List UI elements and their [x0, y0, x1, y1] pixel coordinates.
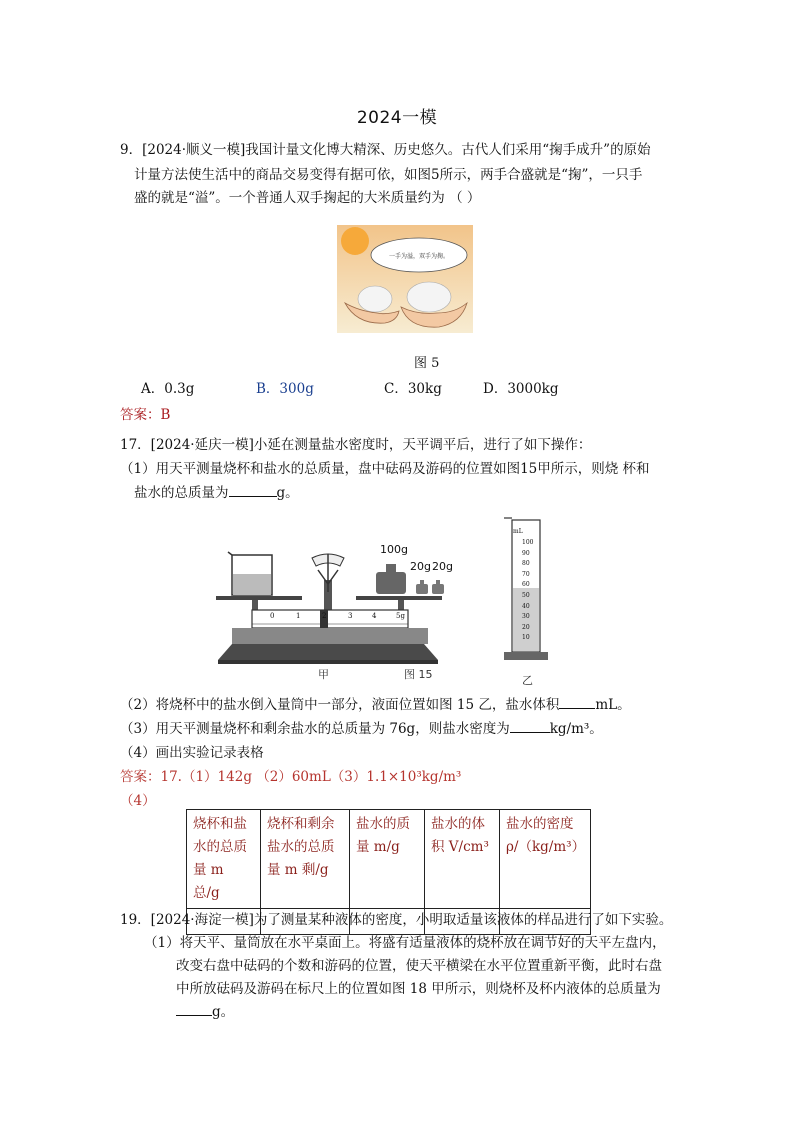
q9-stem-line1: 9．[2024·顺义一模]我国计量文化博大精深、历史悠久。古代人们采用“掬手成升”的原始 — [120, 142, 651, 158]
q17-part1-blank[interactable] — [229, 482, 277, 497]
q17-part1-suffix: g。 — [276, 485, 299, 501]
cylinder-tick-20: 20 — [522, 623, 530, 631]
table-header-row — [187, 810, 591, 909]
q17-part1-prefix: 盐水的总质量为 — [134, 485, 229, 501]
page-title: 2024一模 — [356, 108, 438, 128]
header-line: 量 m/g — [356, 839, 400, 855]
q17-answer-part4: （4） — [120, 793, 156, 809]
q9-option-b: B．300g — [256, 381, 314, 397]
ruler-tick-5: 5g — [396, 612, 405, 620]
q17-answer-label: 答案： — [120, 769, 161, 785]
q19-part1-line4 — [176, 1001, 234, 1023]
q17-part3 — [120, 718, 603, 740]
q17-part3-text: （3）用天平测量烧杯和剩余盐水的总质量为 76g，则盐水密度为 — [120, 721, 510, 737]
q17-part3-suffix: kg/m³。 — [549, 721, 603, 737]
q17-stem-line1: 17．[2024·延庆一模]小延在测量盐水密度时，天平调平后，进行了如下操作： — [120, 437, 592, 453]
q19-part1-blank[interactable] — [176, 1001, 212, 1016]
q9-option-d: D．3000kg — [483, 381, 559, 397]
ruler-tick-4: 4 — [372, 612, 377, 620]
header-line: 积 V/cm³ — [431, 839, 489, 855]
table-header-cell — [187, 810, 261, 909]
q9-answer — [120, 404, 170, 426]
cylinder-tick-10: 10 — [522, 634, 530, 642]
figure-15-balance — [212, 540, 453, 680]
figure-5-caption: 图 5 — [414, 356, 440, 371]
q9-option-c: C．30kg — [384, 381, 442, 397]
header-line: 盐水的总质 — [267, 839, 335, 855]
q9-stem-line2: 计量方法使生活中的商品交易变得有据可依，如图5所示，两手合盛就是“掬”，一只手 — [134, 167, 643, 183]
weight-20g-label-2: 20g — [432, 560, 453, 573]
ruler-tick-3: 3 — [348, 612, 353, 620]
q17-part3-blank[interactable] — [510, 718, 550, 733]
q9-answer-label: 答案： — [120, 407, 161, 423]
q9-stem-line3: 盛的就是“溢”。一个普通人双手掬起的大米质量约为 （ ） — [134, 190, 481, 206]
cylinder-tick-60: 60 — [522, 581, 530, 589]
q19-stem-line1: 19．[2024·海淀一模]为了测量某种液体的密度，小明取适量该液体的样品进行了如下实验。 — [120, 912, 673, 928]
figure-15-caption: 图 15 — [404, 668, 433, 681]
figure-5-bubble-text: 一手为溢，双手为掬。 — [388, 253, 450, 260]
figure-15-cylinder — [500, 516, 550, 662]
cylinder-tick-40: 40 — [522, 602, 530, 610]
q17-answer-value: 17.（1）142g （2）60mL（3）1.1×10³kg/m³ — [160, 769, 462, 785]
ruler-tick-1: 1 — [296, 612, 301, 620]
header-line: 烧杯和盐 — [193, 816, 247, 832]
q19-part1-suffix: g。 — [212, 1004, 235, 1020]
q9-option-a: A．0.3g — [141, 381, 195, 397]
q17-part2-suffix: mL。 — [595, 697, 631, 713]
cylinder-scale — [522, 538, 533, 644]
weight-20g-label-1: 20g — [410, 560, 431, 573]
hands-rice-illustration — [337, 225, 473, 333]
cylinder-tick-100: 100 — [522, 539, 534, 546]
q17-part1-line2 — [134, 482, 299, 504]
table-header-cell — [425, 810, 500, 909]
cylinder-tick-50: 50 — [522, 591, 530, 599]
weight-100g-label: 100g — [380, 543, 408, 556]
ruler-tick-2: 2 — [322, 612, 327, 620]
q17-answer — [120, 766, 461, 788]
q9-answer-value: B — [160, 407, 171, 423]
header-line: 水的总质 — [193, 839, 247, 855]
cylinder-unit-label: mL — [513, 528, 523, 535]
q17-part2-text: （2）将烧杯中的盐水倒入量筒中一部分，液面位置如图 15 乙，盐水体积 — [120, 697, 560, 713]
cylinder-tick-30: 30 — [522, 613, 530, 621]
q17-part1-line1: （1）用天平测量烧杯和盐水的总质量，盘中砝码及游码的位置如图15甲所示，则烧 杯和 — [120, 461, 650, 477]
table-header-cell — [350, 810, 425, 909]
q17-part2-blank[interactable] — [559, 694, 595, 709]
cylinder-tick-90: 90 — [522, 549, 530, 557]
figure-15-yi-label: 乙 — [522, 674, 533, 687]
header-line: 盐水的体 — [431, 816, 485, 832]
header-line: 盐水的密度 — [506, 816, 574, 832]
q17-part4: （4）画出实验记录表格 — [120, 745, 264, 761]
header-line: 量 m 总/g — [193, 862, 224, 901]
q19-part1-line3: 中所放砝码及游码在标尺上的位置如图 18 甲所示，则烧杯及杯内液体的总质量为 — [176, 981, 661, 997]
q19-part1-line1: （1）将天平、量筒放在水平桌面上。将盛有适量液体的烧杯放在调节好的天平左盘内， — [144, 935, 666, 951]
ruler-tick-0: 0 — [270, 612, 275, 620]
table-header-cell — [261, 810, 350, 909]
header-line: ρ/（kg/m³） — [506, 839, 586, 855]
header-line: 烧杯和剩余 — [267, 816, 335, 832]
header-line: 盐水的质 — [356, 816, 410, 832]
figure-5-image — [337, 225, 473, 333]
figure-15-jia-label: 甲 — [318, 668, 329, 681]
cylinder-tick-80: 80 — [522, 560, 530, 568]
header-line: 量 m 剩/g — [267, 862, 329, 878]
cylinder-tick-70: 70 — [522, 570, 530, 578]
q17-part2 — [120, 694, 631, 716]
table-header-cell — [500, 810, 591, 909]
q19-part1-line2: 改变右盘中砝码的个数和游码的位置，使天平横梁在水平位置重新平衡，此时右盘 — [176, 958, 662, 974]
